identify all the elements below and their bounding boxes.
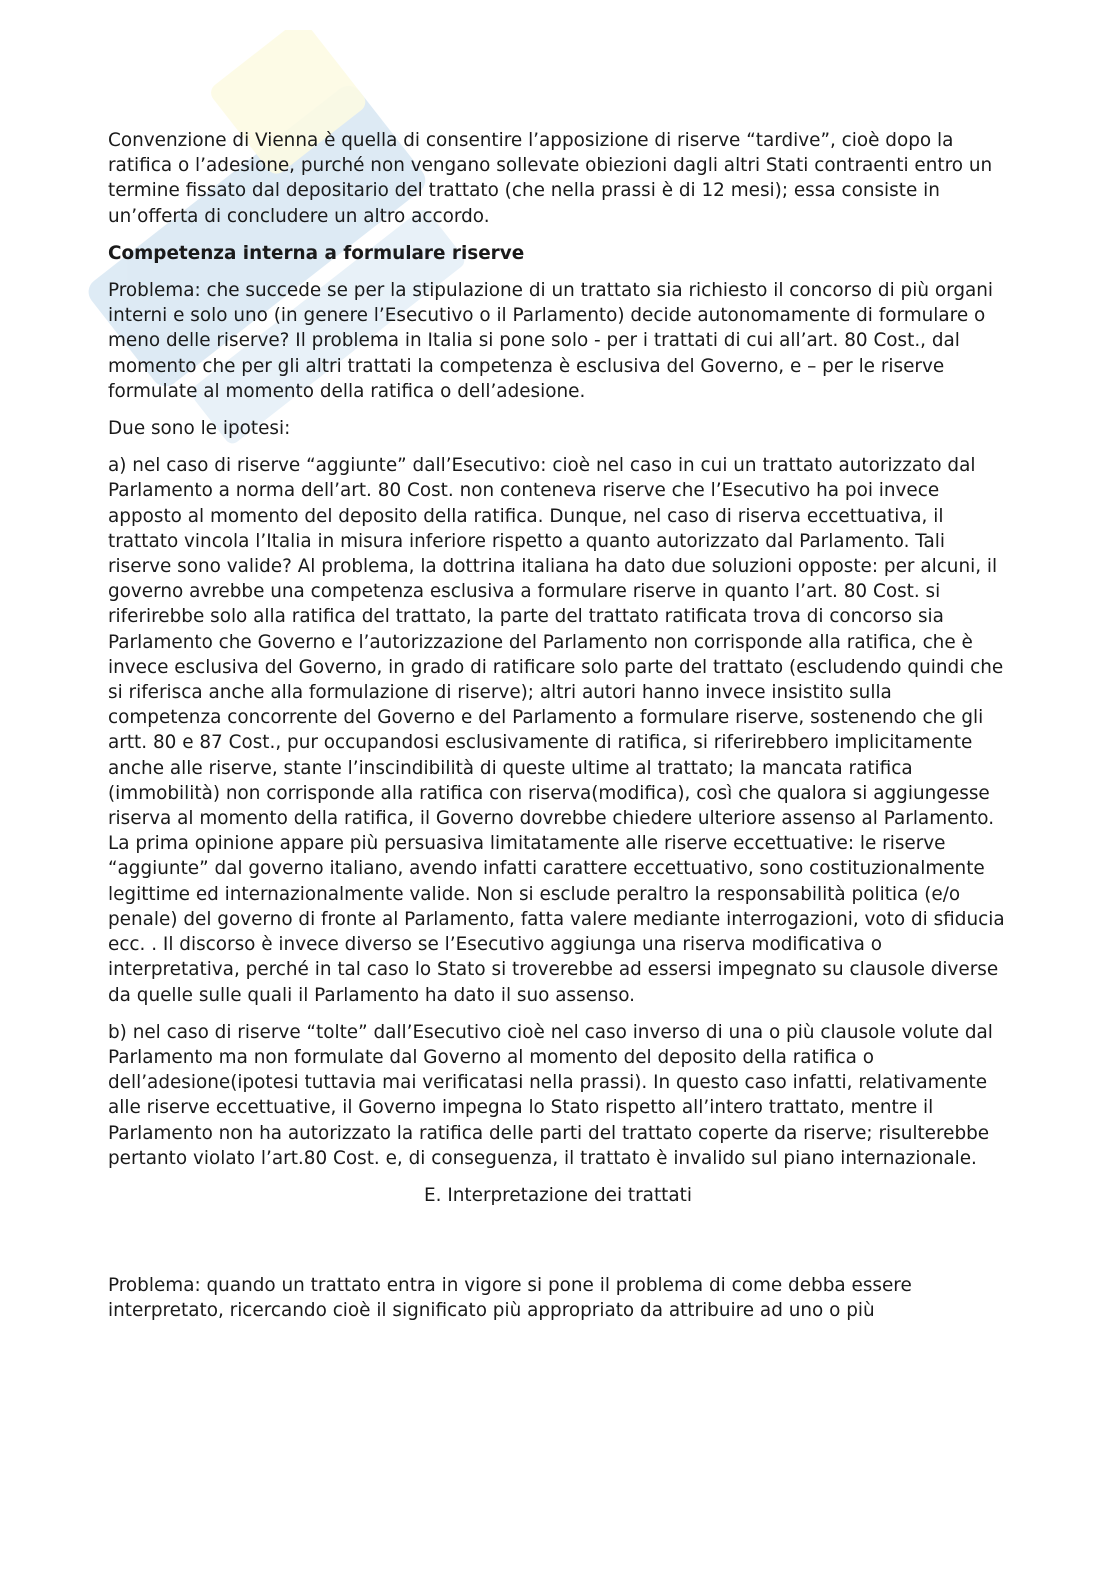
paragraph-1: Convenzione di Vienna è quella di consentire l’apposizione di riserve “tardive”, cioè dopo la ratifica o l’adesione, purché non vengano sollevate obiezioni dagli altri Stati contraenti entro un termine fissato dal depositario del trattato (che nella prassi è di 12 mesi); essa consiste in un’offerta di concludere un altro accordo. [108, 130, 993, 227]
paragraph-2: Problema: che succede se per la stipulazione di un trattato sia richiesto il concorso di più organi interni e solo uno (in genere l’Esecutivo o il Parlamento) decide autonomamente di formulare o meno delle riserve? Il problema in Italia si pone solo - per i trattati di cui all’art. 80 Cost., dal momento che per gli altri trattati la competenza è esclusiva del Governo, e – per le riserve formulate al momento della ratifica o dell’adesione. [108, 280, 994, 402]
section-heading: Competenza interna a formulare riserve [108, 242, 525, 264]
paragraph-5: b) nel caso di riserve “tolte” dall’Esecutivo cioè nel caso inverso di una o più clausole volute dal Parlamento ma non formulate dal Governo al momento del deposito della ratifica o dell’adesione(ipotesi tuttavia mai verificatasi nella prassi). In questo caso infatti, relativamente alle riserve eccettuative, il Governo impegna lo Stato rispetto all’intero trattato, mentre il Parlamento non ha autorizzato la ratifica delle parti del trattato coperte da riserve; risulterebbe pertanto violato l’art.80 Cost. e, di conseguenza, il trattato è invalido sul piano internazionale. [108, 1021, 993, 1169]
document-page [108, 128, 1008, 1336]
paragraph-3: Due sono le ipotesi: [108, 418, 291, 440]
paragraph-6: Problema: quando un trattato entra in vigore si pone il problema di come debba essere interpretato, ricercando cioè il significato più appropriato da attribuire ad uno o più [108, 1275, 912, 1322]
paragraph-4: a) nel caso di riserve “aggiunte” dall’Esecutivo: cioè nel caso in cui un trattato autorizzato dal Parlamento a norma dell’art. 80 Cost. non conteneva riserve che l’Esecutivo ha poi invece apposto al momento del deposito della ratifica. Dunque, nel caso di riserva eccettuativa, il trattato vincola l’Italia in misura inferiore rispetto a quanto autorizzato dal Parlamento. Tali riserve sono valide? Al problema, la dottrina italiana ha dato due soluzioni opposte: per alcuni, il governo avrebbe una competenza esclusiva a formulare riserve in quanto l’art. 80 Cost. si riferirebbe solo alla ratifica del trattato, la parte del trattato ratificata trova di concorso sia Parlamento che Governo e l’autorizzazione del Parlamento non corrisponde alla ratifica, che è invece esclusiva del Governo, in grado di ratificare solo parte del trattato (escludendo quindi che si riferisca anche alla formulazione di riserve); altri autori hanno invece insistito sulla competenza concorrente del Governo e del Parlamento a formulare riserve, sostenendo che gli artt. 80 e 87 Cost., pur occupandosi esclusivamente di ratifica, si riferirebbero implicitamente anche alle riserve, stante l’inscindibilità di queste ultime al trattato; la mancata ratifica (immobilità) non corrisponde alla ratifica con riserva(modifica), così che qualora si aggiungesse riserva al momento della ratifica, il Governo dovrebbe chiedere ulteriore assenso al Parlamento. La prima opinione appare più persuasiva limitatamente alle riserve eccettuative: le riserve “aggiunte” dal governo italiano, avendo infatti carattere eccettuativo, sono costituzionalmente legittime ed internazionalmente valide. Non si esclude peraltro la responsabilità politica (e/o penale) del governo di fronte al Parlamento, fatta valere mediante interrogazioni, voto di sfiducia ecc. . Il discorso è invece diverso se l’Esecutivo aggiunga una riserva modificativa o interpretativa, perché in tal caso lo Stato si troverebbe ad essersi impegnato su clausole diverse da quelle sulle quali il Parlamento ha dato il suo assenso. [108, 455, 1005, 1006]
section-title: E. Interpretazione dei trattati [424, 1184, 692, 1206]
